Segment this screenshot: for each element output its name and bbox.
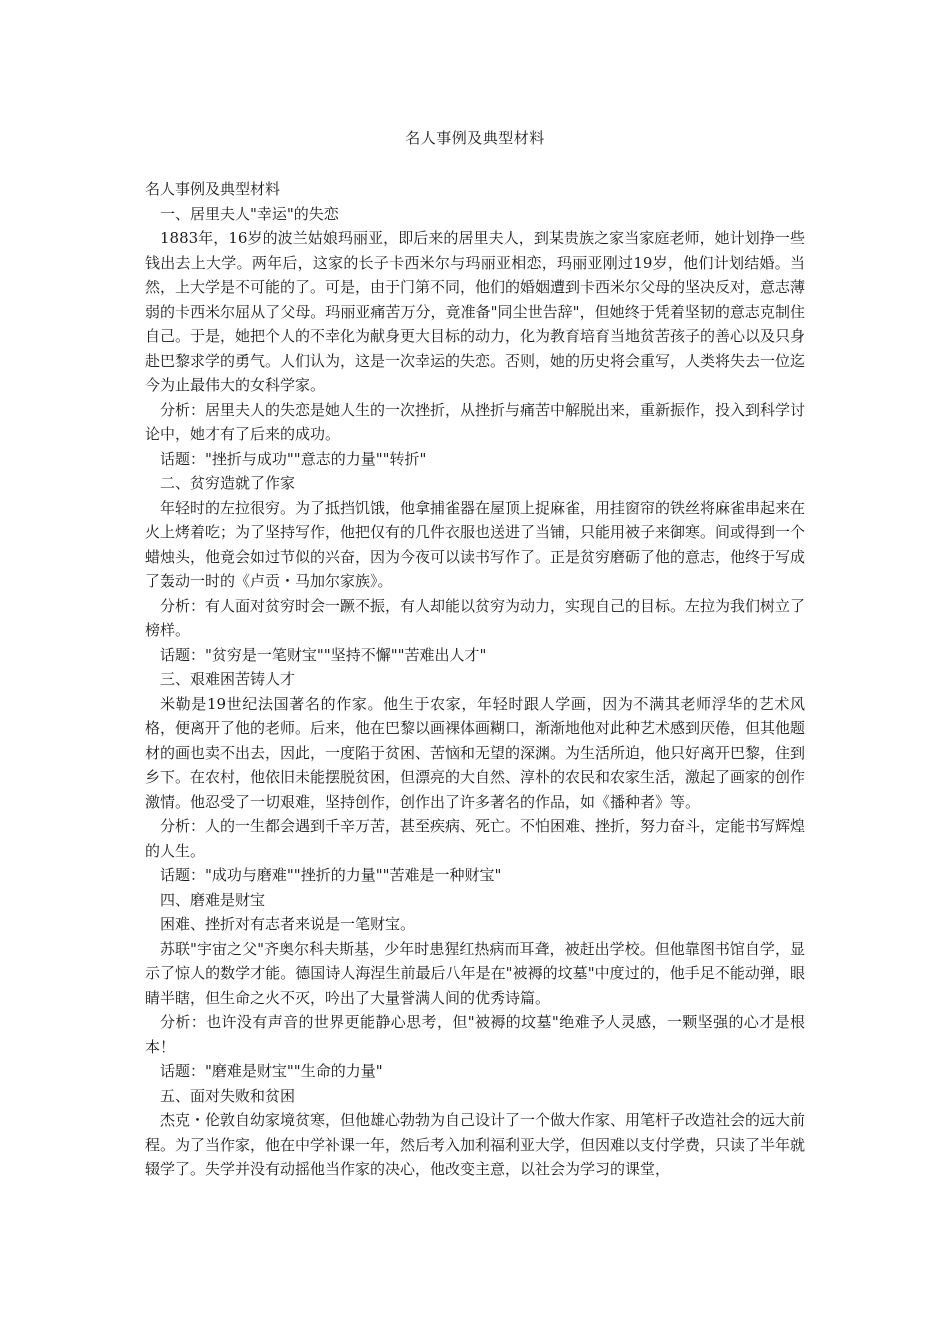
topic-line: 话题："磨难是财宝""生命的力量" — [160, 1062, 383, 1080]
body-paragraph: 年轻时的左拉很穷。为了抵挡饥饿，他拿捕雀器在屋顶上捉麻雀，用挂窗帘的铁丝将麻雀串起来在火上烤着吃；为了坚持写作，他把仅有的几件衣服也送进了当铺，只能用被子来御寒。间或得到一个蜡烛头，他竟会如过节似的兴奋，因为今夜可以读书写作了。正是贫穷磨砺了他的意志，他终于写成了轰动一时的《卢贡・马加尔家族》。 — [145, 498, 806, 590]
topic-line: 话题："贫穷是一笔财宝""坚持不懈""苦难出人才" — [160, 645, 487, 664]
section-heading: 一、居里夫人"幸运"的失恋 — [160, 204, 339, 223]
section-heading: 二、贫穷造就了作家 — [160, 474, 296, 492]
body-paragraph: 苏联"宇宙之父"齐奥尔科夫斯基，少年时患猩红热病而耳聋，被赶出学校。但他靠图书馆自学，显示了惊人的数学才能。德国诗人海涅生前最后八年是在"被褥的坟墓"中度过的，他手足不能动弹，眼睛半瞎，但生命之火不灭，吟出了大量誉满人间的优秀诗篇。 — [145, 939, 805, 1007]
body-paragraph: 米勒是19世纪法国著名的作家。他生于农家，年轻时跟人学画，因为不满其老师浮华的艺术风格，便离开了他的老师。后来，他在巴黎以画裸体画糊口，渐渐地他对此种艺术感到厌倦，但其他题材的画也卖不出去，因此，一度陷于贫困、苦恼和无望的深渊。为生活所迫，他只好离开巴黎，住到乡下。在农村，他依旧未能摆脱贫困，但漂亮的大自然、淳朴的农民和农家生活，激起了画家的创作激情。他忍受了一切艰难，坚持创作，创作出了许多著名的作品，如《播种者》等。 — [145, 694, 806, 811]
analysis-paragraph: 分析：人的一生都会遇到千辛万苦，甚至疾病、死亡。不怕困难、挫折，努力奋斗，定能书写辉煌的人生。 — [145, 817, 806, 860]
analysis-paragraph: 分析：也许没有声音的世界更能静心思考，但"被褥的坟墓"绝难予人灵感，一颗坚强的心才是根本！ — [145, 1013, 805, 1056]
section-heading: 四、磨难是财宝 — [160, 890, 266, 909]
topic-line: 话题："成功与磨难""挫折的力量""苦难是一种财宝" — [160, 866, 502, 884]
section-heading: 三、艰难困苦铸人才 — [160, 670, 296, 688]
body-paragraph: 困难、挫折对有志者来说是一笔财宝。 — [160, 915, 416, 933]
section-heading: 五、面对失败和贫困 — [160, 1086, 296, 1105]
document-title: 名人事例及典型材料 — [405, 129, 545, 147]
document-body — [145, 177, 805, 1182]
body-paragraph: 1883年，16岁的波兰姑娘玛丽亚，即后来的居里夫人，到某贵族之家当家庭老师，她计划挣一些钱出去上大学。两年后，这家的长子卡西米尔与玛丽亚相恋，玛丽亚刚过19岁，他们计划结婚。当然，上大学是不可能的了。可是，由于门第不同，他们的婚姻遭到卡西米尔父母的坚决反对，意志薄弱的卡西米尔屈从了父母。玛丽亚痛苦万分，竟准备"同尘世告辞"，但她终于凭着坚韧的意志克制住自己。于是，她把个人的不幸化为献身更大目标的动力，化为教育培育当地贫苦孩子的善心以及只身赴巴黎求学的勇气。人们认为，这是一次幸运的失恋。否则，她的历史将会重写，人类将失去一位迄今为止最伟大的女科学家。 — [145, 229, 806, 394]
document-subtitle: 名人事例及典型材料 — [145, 180, 281, 198]
body-paragraph: 杰克・伦敦自幼家境贫寒，但他雄心勃勃为自己设计了一个做大作家、用笔杆子改造社会的远大前程。为了当作家，他在中学补课一年，然后考入加利福利亚大学，但因难以支付学费，只读了半年就辍学了。失学并没有动摇他当作家的决心，他改变主意，以社会为学习的课堂， — [145, 1111, 806, 1178]
analysis-paragraph: 分析：居里夫人的失恋是她人生的一次挫折，从挫折与痛苦中解脱出来，重新振作，投入到科学讨论中，她才有了后来的成功。 — [145, 400, 806, 443]
analysis-paragraph: 分析：有人面对贫穷时会一蹶不振，有人却能以贫穷为动力，实现自己的目标。左拉为我们树立了榜样。 — [145, 596, 806, 639]
topic-line: 话题："挫折与成功""意志的力量""转折" — [160, 449, 427, 468]
